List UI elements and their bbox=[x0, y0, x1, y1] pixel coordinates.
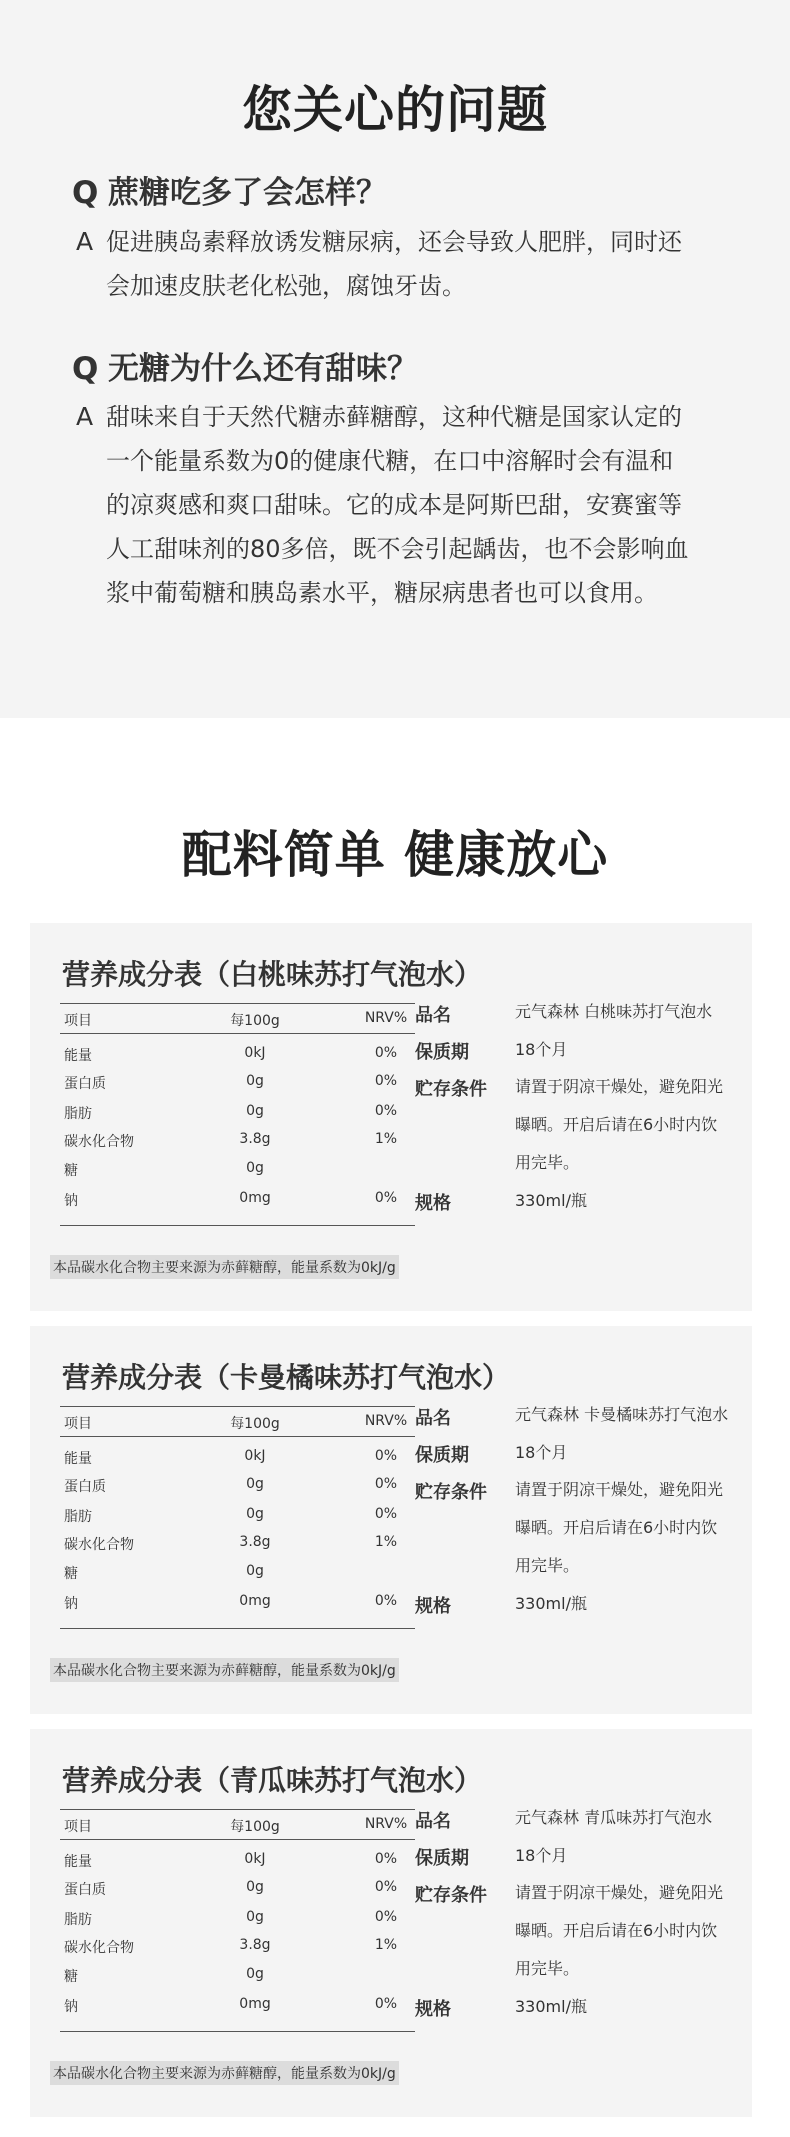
storage-label: 贮存条件 bbox=[415, 1079, 487, 1100]
nutrient-name: 脂肪 bbox=[64, 1106, 92, 1122]
nutrient-nrv: 0% bbox=[374, 1909, 398, 1925]
nutrient-nrv: 1% bbox=[374, 1131, 398, 1147]
nutrient-name: 能量 bbox=[64, 1048, 92, 1064]
shelf-life-label: 保质期 bbox=[415, 1042, 469, 1063]
storage-line: 曝晒。开启后请在6小时内饮 bbox=[515, 1518, 718, 1537]
nutrition-row bbox=[60, 1593, 415, 1617]
storage-label: 贮存条件 bbox=[415, 1885, 487, 1906]
nutrition-row bbox=[60, 1476, 415, 1500]
table-rule bbox=[60, 2031, 415, 2032]
nutrition-row bbox=[60, 1851, 415, 1875]
card-title: 营养成分表（白桃味苏打气泡水） bbox=[62, 958, 483, 991]
question-text: 蔗糖吃多了会怎样？ bbox=[108, 175, 387, 211]
answer-line: 的凉爽感和爽口甜味。它的成本是阿斯巴甜，安赛蜜等 bbox=[106, 491, 682, 519]
storage-line: 请置于阴凉干燥处，避免阳光 bbox=[515, 1883, 724, 1902]
storage-line: 曝晒。开启后请在6小时内饮 bbox=[515, 1115, 718, 1134]
table-rule bbox=[60, 1809, 415, 1810]
name-value: 元气森林 白桃味苏打气泡水 bbox=[515, 1002, 713, 1021]
nutrient-name: 蛋白质 bbox=[64, 1882, 106, 1898]
nutrient-amount: 0mg bbox=[239, 1593, 271, 1609]
answer-mark: A bbox=[76, 227, 94, 256]
spec-label: 规格 bbox=[415, 1999, 451, 2020]
nutrient-nrv: 0% bbox=[374, 1190, 398, 1206]
storage-line: 曝晒。开启后请在6小时内饮 bbox=[515, 1921, 718, 1940]
nutrition-row bbox=[60, 1937, 415, 1961]
storage-line: 请置于阴凉干燥处，避免阳光 bbox=[515, 1077, 724, 1096]
storage-line: 用完毕。 bbox=[515, 1556, 580, 1575]
nutrient-amount: 3.8g bbox=[239, 1131, 271, 1147]
nutrient-amount: 0g bbox=[246, 1103, 264, 1119]
header-nrv: NRV% bbox=[364, 1413, 408, 1429]
nutrient-amount: 0g bbox=[246, 1966, 264, 1982]
nutrition-card bbox=[30, 1729, 752, 2117]
nutrient-amount: 0g bbox=[246, 1160, 264, 1176]
nutrition-row bbox=[60, 1160, 415, 1184]
nutrition-row bbox=[60, 1534, 415, 1558]
nutrition-row bbox=[60, 1045, 415, 1069]
nutrient-name: 碳水化合物 bbox=[64, 1537, 134, 1553]
header-item: 项目 bbox=[64, 1013, 92, 1029]
nutrition-row bbox=[60, 1506, 415, 1530]
nutrition-row bbox=[60, 1909, 415, 1933]
storage-line: 用完毕。 bbox=[515, 1153, 580, 1172]
table-rule bbox=[60, 1628, 415, 1629]
answer-line: 人工甜味剂的80多倍，既不会引起龋齿，也不会影响血 bbox=[106, 535, 689, 563]
faq-title: 您关心的问题 bbox=[242, 81, 548, 139]
answer-line: 一个能量系数为0的健康代糖，在口中溶解时会有温和 bbox=[106, 447, 674, 475]
answer-line: 促进胰岛素释放诱发糖尿病，还会导致人肥胖，同时还 bbox=[106, 228, 682, 256]
nutrient-nrv: 0% bbox=[374, 1851, 398, 1867]
name-label: 品名 bbox=[415, 1811, 451, 1832]
nutrient-amount: 0kJ bbox=[244, 1448, 266, 1464]
card-title: 营养成分表（青瓜味苏打气泡水） bbox=[62, 1764, 483, 1797]
header-per100g: 每100g bbox=[230, 1819, 280, 1835]
ingredients-title: 配料简单 健康放心 bbox=[181, 826, 609, 884]
nutrient-nrv: 0% bbox=[374, 1593, 398, 1609]
nutrient-name: 能量 bbox=[64, 1451, 92, 1467]
spec-label: 规格 bbox=[415, 1193, 451, 1214]
nutrition-row bbox=[60, 1966, 415, 1990]
name-value: 元气森林 青瓜味苏打气泡水 bbox=[515, 1808, 713, 1827]
table-header bbox=[60, 1010, 415, 1034]
name-label: 品名 bbox=[415, 1005, 451, 1026]
table-rule bbox=[60, 1436, 415, 1437]
nutrient-name: 钠 bbox=[64, 1193, 78, 1209]
header-per100g: 每100g bbox=[230, 1013, 280, 1029]
table-rule bbox=[60, 1839, 415, 1840]
header-per100g: 每100g bbox=[230, 1416, 280, 1432]
storage-line: 用完毕。 bbox=[515, 1959, 580, 1978]
nutrient-amount: 3.8g bbox=[239, 1534, 271, 1550]
nutrition-row bbox=[60, 1103, 415, 1127]
nutrition-row bbox=[60, 1073, 415, 1097]
header-nrv: NRV% bbox=[364, 1816, 408, 1832]
nutrient-amount: 3.8g bbox=[239, 1937, 271, 1953]
nutrient-amount: 0g bbox=[246, 1879, 264, 1895]
nutrition-row bbox=[60, 1448, 415, 1472]
card-title: 营养成分表（卡曼橘味苏打气泡水） bbox=[62, 1361, 511, 1394]
table-rule bbox=[60, 1406, 415, 1407]
header-item: 项目 bbox=[64, 1416, 92, 1432]
nutrient-nrv: 0% bbox=[374, 1996, 398, 2012]
nutrition-row bbox=[60, 1131, 415, 1155]
nutrient-name: 碳水化合物 bbox=[64, 1940, 134, 1956]
faq-question-1 bbox=[72, 167, 387, 212]
carb-note: 本品碳水化合物主要来源为赤藓糖醇，能量系数为0kJ/g bbox=[50, 1255, 399, 1279]
nutrient-nrv: 0% bbox=[374, 1506, 398, 1522]
nutrient-amount: 0g bbox=[246, 1506, 264, 1522]
table-header bbox=[60, 1816, 415, 1840]
faq-question-2 bbox=[72, 343, 418, 388]
nutrient-nrv: 0% bbox=[374, 1448, 398, 1464]
spec-value: 330ml/瓶 bbox=[515, 1997, 587, 2016]
nutrient-nrv: 0% bbox=[374, 1879, 398, 1895]
name-value: 元气森林 卡曼橘味苏打气泡水 bbox=[515, 1405, 729, 1424]
nutrient-nrv: 0% bbox=[374, 1073, 398, 1089]
faq-section bbox=[0, 0, 790, 718]
name-label: 品名 bbox=[415, 1408, 451, 1429]
spec-label: 规格 bbox=[415, 1596, 451, 1617]
question-mark: Q bbox=[72, 175, 99, 211]
nutrient-nrv: 0% bbox=[374, 1476, 398, 1492]
table-rule bbox=[60, 1003, 415, 1004]
nutrition-card bbox=[30, 923, 752, 1311]
nutrient-name: 能量 bbox=[64, 1854, 92, 1870]
table-header bbox=[60, 1413, 415, 1437]
nutrient-nrv: 0% bbox=[374, 1103, 398, 1119]
answer-line: 会加速皮肤老化松弛，腐蚀牙齿。 bbox=[106, 272, 466, 300]
carb-note: 本品碳水化合物主要来源为赤藓糖醇，能量系数为0kJ/g bbox=[50, 1658, 399, 1682]
header-nrv: NRV% bbox=[364, 1010, 408, 1026]
nutrient-name: 脂肪 bbox=[64, 1509, 92, 1525]
shelf-life-label: 保质期 bbox=[415, 1848, 469, 1869]
nutrient-name: 糖 bbox=[64, 1969, 78, 1985]
nutrient-amount: 0mg bbox=[239, 1996, 271, 2012]
shelf-life-value: 18个月 bbox=[515, 1040, 568, 1059]
nutrient-amount: 0mg bbox=[239, 1190, 271, 1206]
header-item: 项目 bbox=[64, 1819, 92, 1835]
question-mark: Q bbox=[72, 351, 99, 387]
nutrient-name: 碳水化合物 bbox=[64, 1134, 134, 1150]
answer-mark: A bbox=[76, 402, 94, 431]
nutrition-card bbox=[30, 1326, 752, 1714]
nutrient-amount: 0kJ bbox=[244, 1045, 266, 1061]
nutrient-name: 糖 bbox=[64, 1566, 78, 1582]
nutrition-row bbox=[60, 1879, 415, 1903]
nutrient-name: 钠 bbox=[64, 1999, 78, 2015]
nutrient-amount: 0g bbox=[246, 1563, 264, 1579]
table-rule bbox=[60, 1225, 415, 1226]
nutrient-name: 钠 bbox=[64, 1596, 78, 1612]
nutrient-nrv: 0% bbox=[374, 1045, 398, 1061]
nutrient-name: 脂肪 bbox=[64, 1912, 92, 1928]
nutrient-amount: 0g bbox=[246, 1909, 264, 1925]
storage-line: 请置于阴凉干燥处，避免阳光 bbox=[515, 1480, 724, 1499]
nutrition-row bbox=[60, 1563, 415, 1587]
answer-line: 甜味来自于天然代糖赤藓糖醇，这种代糖是国家认定的 bbox=[106, 403, 682, 431]
shelf-life-value: 18个月 bbox=[515, 1443, 568, 1462]
nutrient-name: 糖 bbox=[64, 1163, 78, 1179]
table-rule bbox=[60, 1033, 415, 1034]
nutrient-name: 蛋白质 bbox=[64, 1076, 106, 1092]
nutrition-row bbox=[60, 1190, 415, 1214]
nutrition-row bbox=[60, 1996, 415, 2020]
question-text: 无糖为什么还有甜味？ bbox=[108, 351, 418, 387]
nutrient-nrv: 1% bbox=[374, 1937, 398, 1953]
nutrient-amount: 0kJ bbox=[244, 1851, 266, 1867]
spec-value: 330ml/瓶 bbox=[515, 1191, 587, 1210]
shelf-life-label: 保质期 bbox=[415, 1445, 469, 1466]
shelf-life-value: 18个月 bbox=[515, 1846, 568, 1865]
faq-answer-2 bbox=[76, 395, 689, 615]
carb-note: 本品碳水化合物主要来源为赤藓糖醇，能量系数为0kJ/g bbox=[50, 2061, 399, 2085]
nutrient-nrv: 1% bbox=[374, 1534, 398, 1550]
faq-answer-1 bbox=[76, 220, 682, 308]
nutrient-amount: 0g bbox=[246, 1073, 264, 1089]
nutrient-name: 蛋白质 bbox=[64, 1479, 106, 1495]
answer-line: 浆中葡萄糖和胰岛素水平，糖尿病患者也可以食用。 bbox=[106, 579, 658, 607]
nutrient-amount: 0g bbox=[246, 1476, 264, 1492]
storage-label: 贮存条件 bbox=[415, 1482, 487, 1503]
spec-value: 330ml/瓶 bbox=[515, 1594, 587, 1613]
